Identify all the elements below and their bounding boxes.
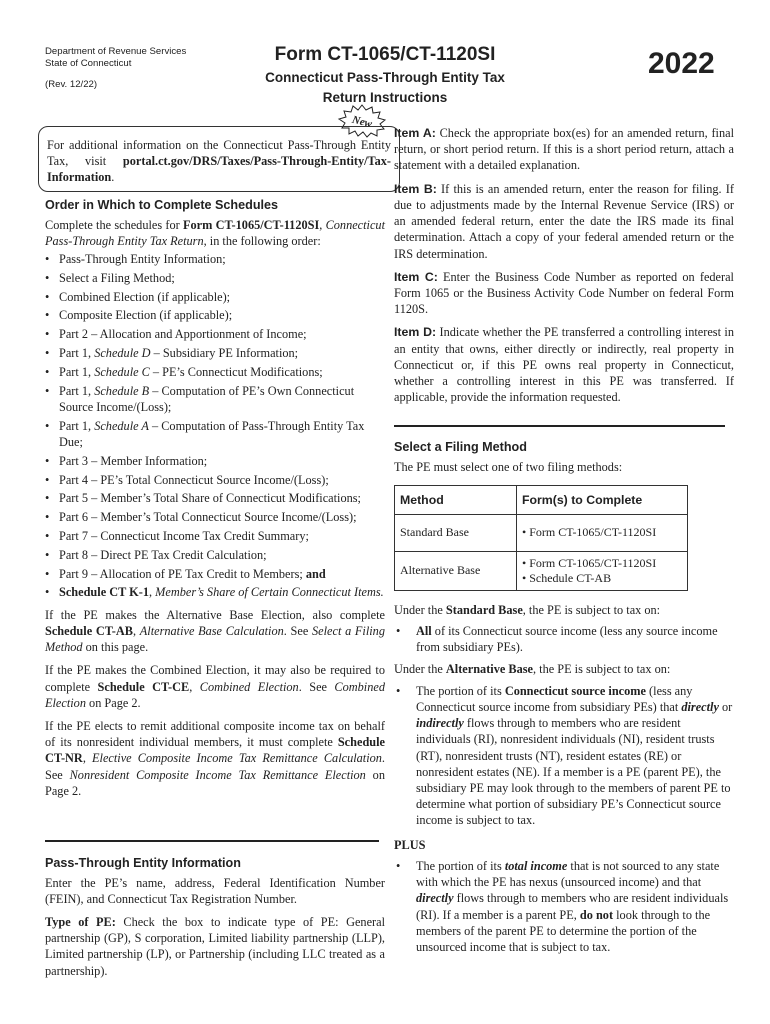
agency-block: [45, 46, 186, 91]
list-item: • Schedule CT K-1, Member’s Share of Certain Connecticut Items.: [45, 584, 385, 600]
list-item: • Pass-Through Entity Information;: [45, 251, 385, 267]
form-subtitle-line1: Connecticut Pass-Through Entity Tax: [265, 70, 505, 86]
list-item: • Part 7 – Connecticut Income Tax Credit Summary;: [45, 528, 385, 544]
standard-base-intro: Under the Standard Base, the PE is subject to tax on:: [394, 602, 661, 617]
department-name: Department of Revenue Services: [45, 46, 187, 57]
form-title: Form CT-1065/CT-1120SI: [274, 44, 496, 65]
section-divider: [45, 840, 379, 842]
info-text-pre: For additional information on the Connecticut Pass-Through Entity Tax, visit: [47, 138, 391, 169]
item-c: Item C: Enter the Business Code Number as reported on federal Form 1065 or the Business Activity Code Number on federal Form 1120S.: [394, 269, 734, 317]
items-section: [394, 125, 734, 413]
list-item: • Combined Election (if applicable);: [45, 289, 385, 305]
list-item: • Part 3 – Member Information;: [45, 453, 385, 469]
th-forms: Form(s) to Complete: [517, 485, 688, 514]
order-heading: Order in Which to Complete Schedules: [45, 198, 279, 212]
info-text-post: .: [111, 170, 115, 185]
drs-link[interactable]: portal.ct.gov/DRS/Taxes/Pass-Through-Entity/Tax-Information: [47, 154, 391, 185]
list-item: • Part 2 – Allocation and Apportionment of Income;: [45, 326, 385, 342]
cell-forms: • Form CT-1065/CT-1120SI • Schedule CT-AB: [517, 551, 688, 590]
list-item: • Select a Filing Method;: [45, 270, 385, 286]
standard-base-list: [394, 623, 734, 655]
item-a: Item A: Check the appropriate box(es) for an amended return, final return, or short period return. If this is a short period return, attach a statement with a detailed explanation.: [394, 126, 734, 173]
cell-method: Standard Base: [395, 514, 517, 551]
revision-date: (Rev. 12/22): [45, 78, 98, 90]
list-item: • Part 8 – Direct PE Tax Credit Calculation;: [45, 547, 385, 563]
cell-method: Alternative Base: [395, 551, 517, 590]
filing-intro: The PE must select one of two filing methods:: [394, 459, 623, 474]
form-title-block: [200, 42, 570, 106]
filing-heading: Select a Filing Method: [394, 440, 527, 454]
th-method: Method: [395, 485, 517, 514]
alternative-base-list: [394, 683, 734, 829]
table-header-row: [395, 485, 688, 514]
form-subtitle-line2: Return Instructions: [322, 89, 448, 105]
pte-intro: Enter the PE’s name, address, Federal Identification Number (FEIN), and Connecticut Tax Registration Number.: [45, 875, 385, 906]
list-item: • Part 6 – Member’s Total Connecticut Source Income/(Loss);: [45, 509, 385, 525]
order-section: [45, 197, 385, 806]
list-item: • Part 5 – Member’s Total Share of Connecticut Modifications;: [45, 490, 385, 506]
list-item: • Part 1, Schedule D – Subsidiary PE Information;: [45, 345, 385, 361]
list-item: • Composite Election (if applicable);: [45, 307, 385, 323]
filing-method-table: [394, 485, 688, 591]
table-row: [395, 551, 688, 590]
list-item: • Part 1, Schedule A – Computation of Pass-Through Entity Tax Due;: [45, 418, 385, 450]
section-divider: [394, 425, 725, 427]
list-item: • All of its Connecticut source income (less any source income from subsidiary PEs).: [394, 623, 734, 655]
alternative-base-intro: Under the Alternative Base, the PE is subject to tax on:: [394, 662, 671, 677]
list-item: • Part 1, Schedule C – PE’s Connecticut Modifications;: [45, 364, 385, 380]
tax-year: 2022: [648, 47, 715, 80]
new-badge-label: New: [350, 113, 374, 131]
item-b: Item B: If this is an amended return, enter the reason for filing. If due to adjustments made by the Internal Revenue Service (IRS) or an amended federal return, enter the date the IRS made its final determination. Attach a copy of your federal amended return or the IRS determination.: [394, 181, 734, 261]
list-item: • Part 9 – Allocation of PE Tax Credit to Members; and: [45, 566, 385, 582]
plus-label: PLUS: [394, 837, 426, 852]
order-list: [45, 251, 385, 601]
order-intro: Complete the schedules for Form CT-1065/CT-1120SI, Connecticut Pass-Through Entity Tax Return, in the following order:: [45, 217, 385, 248]
pte-info-section: [45, 855, 385, 986]
list-item: • Part 1, Schedule B – Computation of PE’s Own Connecticut Source Income/(Loss);: [45, 383, 385, 415]
state-name: State of Connecticut: [45, 58, 132, 70]
combined-election-note: If the PE makes the Combined Election, it may also be required to complete Schedule CT-CE, Combined Election. See Combined Election on Page 2.: [45, 663, 385, 710]
alternative-base-list-2: [394, 858, 734, 955]
pte-type: Type of PE: Check the box to indicate type of PE: General partnership (GP), S corporation, Limited liability partnership (LLP), Limited partnership (LP), or Partnership (including LLC treated as a partnership).: [45, 915, 386, 978]
list-item: • The portion of its total income that is not sourced to any state with which the PE has nexus (unsourced income) and that directly flows through to members who are resident individuals (RI). If a member is a parent PE, do not look through to the members of the parent PE to determine the portion of the unsourced income that is subject to tax.: [394, 858, 734, 955]
pte-heading: Pass-Through Entity Information: [45, 856, 241, 870]
item-d: Item D: Indicate whether the PE transferred a controlling interest in an entity that owns, either directly or indirectly, real property in Connecticut or, if this PE owns real property in Connecticut, whether a controlling interest in this PE was transferred. If applicable, provide the information requested.: [394, 325, 734, 405]
cell-forms: • Form CT-1065/CT-1120SI: [517, 514, 688, 551]
list-item: • Part 4 – PE’s Total Connecticut Source Income/(Loss);: [45, 472, 385, 488]
info-box: [38, 126, 400, 192]
table-row: [395, 514, 688, 551]
list-item: • The portion of its Connecticut source income (less any Connecticut source income from subsidiary PEs) that directly or indirectly flows through to members who are resident individuals (RI), nonresident individuals (NI), resident trusts (RT), nonresident trusts (NT), resident estates (RE) or nonresident estates (NE). If a member is a PE (parent PE), the subsidiary PE may look through to the members of parent PE to determine what portion of subsidiary PE’s Connecticut source income is subject to tax.: [394, 683, 734, 829]
composite-note: If the PE elects to remit additional composite income tax on behalf of its nonresident individual members, it must complete Schedule CT-NR, Elective Composite Income Tax Remittance Calculation. See Nonresident Composite Income Tax Remittance Election on Page 2.: [45, 719, 385, 798]
filing-method-section: [394, 439, 734, 961]
alt-base-note: If the PE makes the Alternative Base Election, also complete Schedule CT-AB, Alternative Base Calculation. See Select a Filing Method on this page.: [45, 607, 385, 655]
